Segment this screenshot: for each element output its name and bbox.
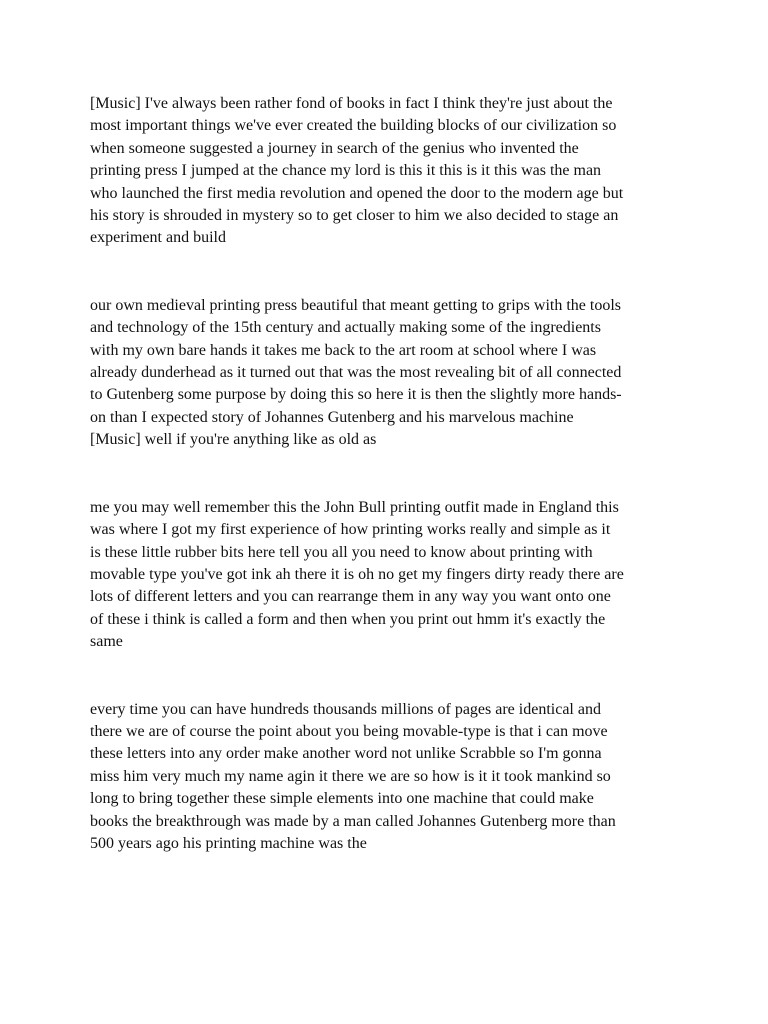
paragraph-3 <box>90 497 690 654</box>
text-line: and technology of the 15th century and actually making some of the ingredients <box>90 319 601 337</box>
text-line: is these little rubber bits here tell you all you need to know about printing with <box>90 543 593 561</box>
text-line: to Gutenberg some purpose by doing this so here it is then the slightly more hands- <box>90 386 622 404</box>
text-line: [Music] well if you're anything like as old as <box>90 431 377 449</box>
paragraph-2 <box>90 295 690 452</box>
text-line: lots of different letters and you can rearrange them in any way you want onto one <box>90 588 611 606</box>
transcript-body <box>90 93 690 900</box>
text-line: same <box>90 633 123 651</box>
text-line: who launched the first media revolution and opened the door to the modern age but <box>90 184 624 202</box>
text-line: of these i think is called a form and then when you print out hmm it's exactly the <box>90 610 606 628</box>
text-line: there we are of course the point about you being movable-type is that i can move <box>90 722 608 740</box>
text-line: printing press I jumped at the chance my lord is this it this is it this was the man <box>90 162 602 180</box>
text-line: experiment and build <box>90 229 226 247</box>
text-line: already dunderhead as it turned out that was the most revealing bit of all connected <box>90 364 622 382</box>
text-line: books the breakthrough was made by a man called Johannes Gutenberg more than <box>90 812 616 830</box>
text-line: when someone suggested a journey in search of the genius who invented the <box>90 139 579 157</box>
paragraph-1 <box>90 93 690 250</box>
text-line: most important things we've ever created the building blocks of our civilization so <box>90 117 617 135</box>
text-line: me you may well remember this the John Bull printing outfit made in England this <box>90 498 619 516</box>
text-line: miss him very much my name agin it there we are so how is it it took mankind so <box>90 767 611 785</box>
paragraph-4 <box>90 699 690 856</box>
text-line: was where I got my first experience of how printing works really and simple as it <box>90 521 611 539</box>
text-line: his story is shrouded in mystery so to get closer to him we also decided to stage an <box>90 207 619 225</box>
text-line: [Music] I've always been rather fond of books in fact I think they're just about the <box>90 95 613 112</box>
text-line: 500 years ago his printing machine was the <box>90 834 367 852</box>
text-line: these letters into any order make another word not unlike Scrabble so I'm gonna <box>90 745 602 763</box>
text-line: our own medieval printing press beautiful that meant getting to grips with the tools <box>90 296 622 314</box>
text-line: on than I expected story of Johannes Gutenberg and his marvelous machine <box>90 408 574 426</box>
text-line: with my own bare hands it takes me back to the art room at school where I was <box>90 341 597 359</box>
text-line: long to bring together these simple elements into one machine that could make <box>90 790 594 808</box>
text-line: movable type you've got ink ah there it is oh no get my fingers dirty ready there are <box>90 565 624 583</box>
text-line: every time you can have hundreds thousands millions of pages are identical and <box>90 700 601 718</box>
